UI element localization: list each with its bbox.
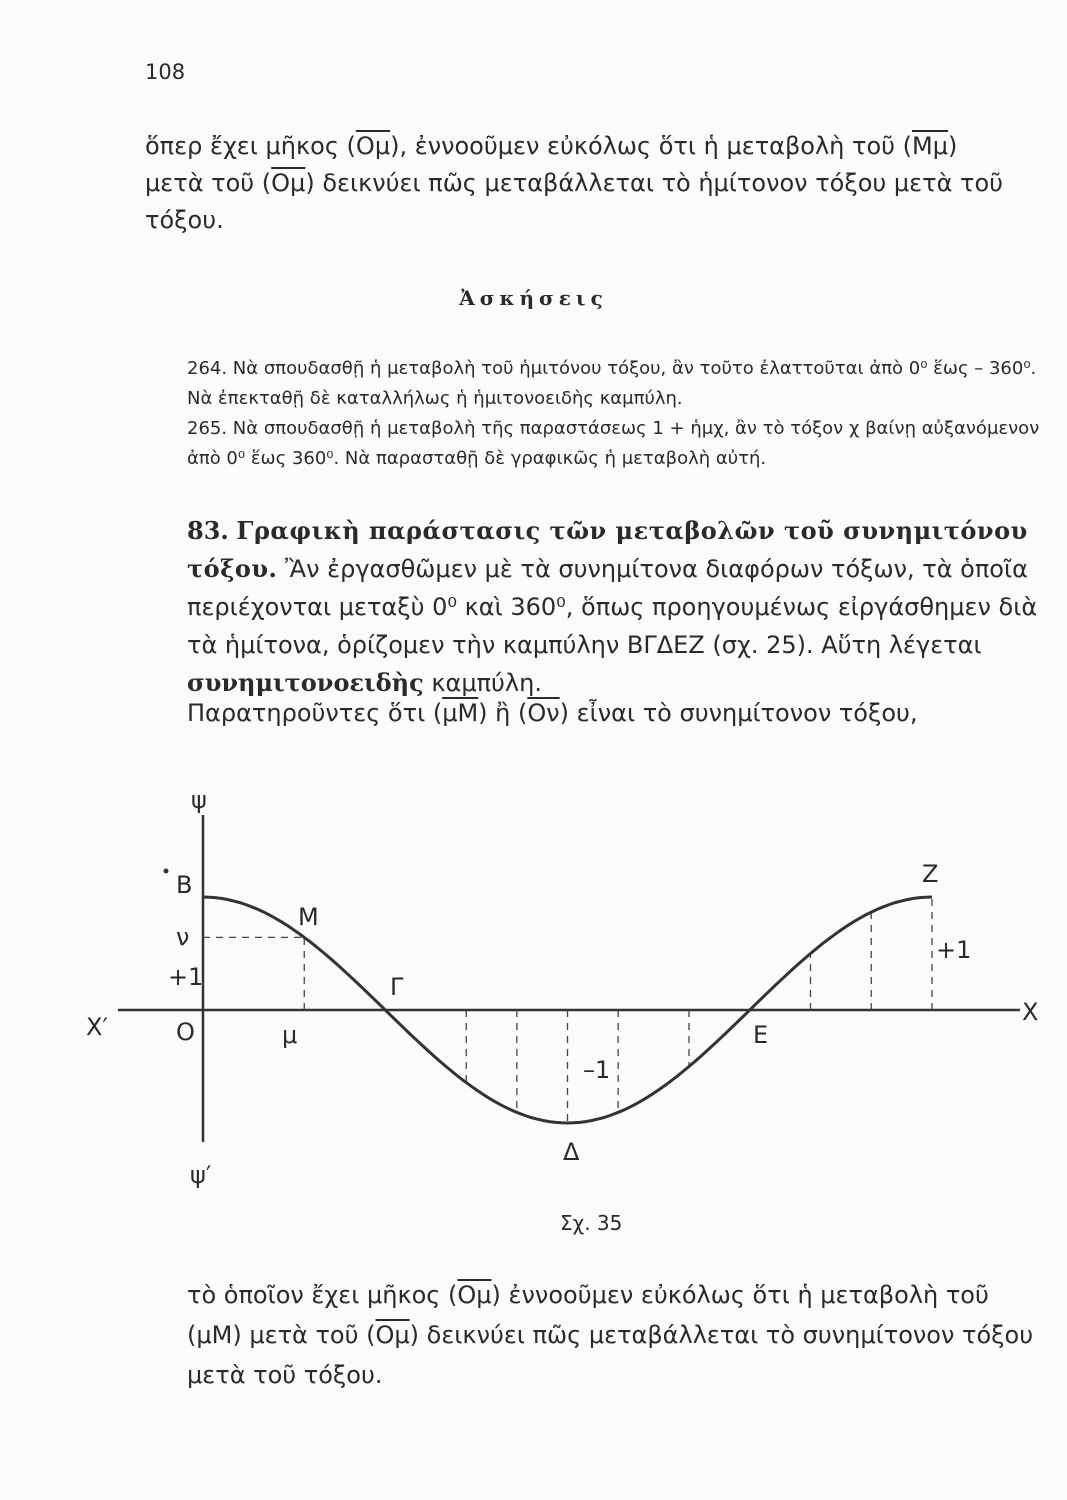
label-psi: ψ [191,786,207,814]
label-m-upper: Μ [298,903,319,931]
exercise-265: 265. Νὰ σπουδασθῇ ἡ μεταβολὴ τῆς παραστάσεως 1 + ἡμχ, ἂν τὸ τόξον χ βαίνῃ αὐξανόμενον ἀπὸ 0⁰ ἕως 360⁰. Νὰ παρασταθῇ δὲ γραφικῶς ἡ μεταβολὴ αὐτή. [187,418,1040,469]
intro-text-4: ) δεικνύει πῶς μεταβάλλεται τὸ ἡμίτονον τόξου μετὰ τοῦ τόξου. [145,169,1004,234]
segment-mm: $\overline{M\mu}$ [912,132,949,160]
section-title: Γραφικὴ παράστασις τῶν μεταβολῶν τοῦ συνημιτόνου τόξου. [187,516,1028,583]
label-gamma: Γ [390,973,404,1001]
label-z: Ζ [922,860,939,888]
label-plus1-left: +1 [168,963,204,991]
exercise-264: 264. Νὰ σπουδασθῇ ἡ μεταβολὴ τοῦ ἡμιτόνου τόξου, ἂν τοῦτο ἐλαττοῦται ἀπὸ 0⁰ ἕως – 360⁰. Νὰ ἐπεκταθῇ δὲ καταλλήλως ἡ ἡμιτονοειδὴς καμπύλη. [187,358,1037,409]
segment-om: $\overline{O\mu}$ [355,132,391,160]
label-plus1-right: +1 [936,936,972,964]
obs-text-3: ) εἶναι τὸ συνημίτονον τόξου, [559,699,918,727]
segment-om: $\overline{O\mu}$ [457,1281,492,1309]
intro-text-1: ὅπερ ἔχει μῆκος ( [145,132,356,160]
obs-text-1: Παρατηροῦντες ὅτι ( [187,699,443,727]
label-o: Ο [176,1018,195,1046]
closing-text-1: τὸ ὁποῖον ἔχει μῆκος ( [187,1281,458,1309]
label-delta: Δ [563,1138,580,1166]
obs-text-2: ) ἢ ( [478,699,528,727]
figure-caption: Σχ. 35 [560,1211,623,1235]
label-mu: μ [282,1021,298,1049]
label-minus1: –1 [583,1056,611,1084]
segment-ov: $\overline{O\nu}$ [527,699,560,727]
segment-um: $\overline{\mu M}$ [442,699,479,727]
section-term: συνημιτονοειδὴς [187,668,424,697]
label-psi-prime: ψ′ [190,1161,212,1189]
page-number: 108 [145,60,186,84]
label-b: Β [176,871,193,899]
section-text-1: Ἂν ἐργασθῶμεν μὲ τὰ συνημίτονα διαφόρων τόξων, τὰ ὁποῖα περιέχονται μεταξὺ 0⁰ καὶ 360⁰, ὅπως προηγουμένως εἰργάσθημεν διὰ τὰ ἡμίτονα, ὁρίζομεν τὴν καμπύλην ΒΓΔΕΖ (σχ. 25). Αὕτη λέγεται [187,555,1038,659]
dot-marker [164,869,169,874]
intro-text-2: ), ἐννοοῦμεν εὐκόλως ὅτι ἡ μεταβολὴ τοῦ ( [390,132,913,160]
label-x: Χ [1022,998,1039,1026]
segment-om: $\overline{O\mu}$ [271,169,306,197]
intro-text-3: ) μετὰ τοῦ ( [145,132,958,197]
section-number: 83. [187,516,229,545]
segment-om: $\overline{O\mu}$ [375,1321,410,1349]
section-text-2: καμπύλη. [423,669,542,697]
label-e: Ε [753,1021,769,1049]
label-x-prime: Χ′ [86,1013,108,1041]
closing-text-2: ) ἐννοοῦμεν εὐκόλως ὅτι ἡ μεταβολὴ τοῦ (μΜ) μετὰ τοῦ ( [187,1281,989,1349]
closing-text-3: ) δεικνύει πῶς μεταβάλλεται τὸ συνημίτονον τόξου μετὰ τοῦ τόξου. [187,1321,1034,1389]
exercises-heading: Ἀσκήσεις [459,286,608,310]
label-nu: ν [176,923,190,951]
closing-paragraph [145,1275,1047,1395]
